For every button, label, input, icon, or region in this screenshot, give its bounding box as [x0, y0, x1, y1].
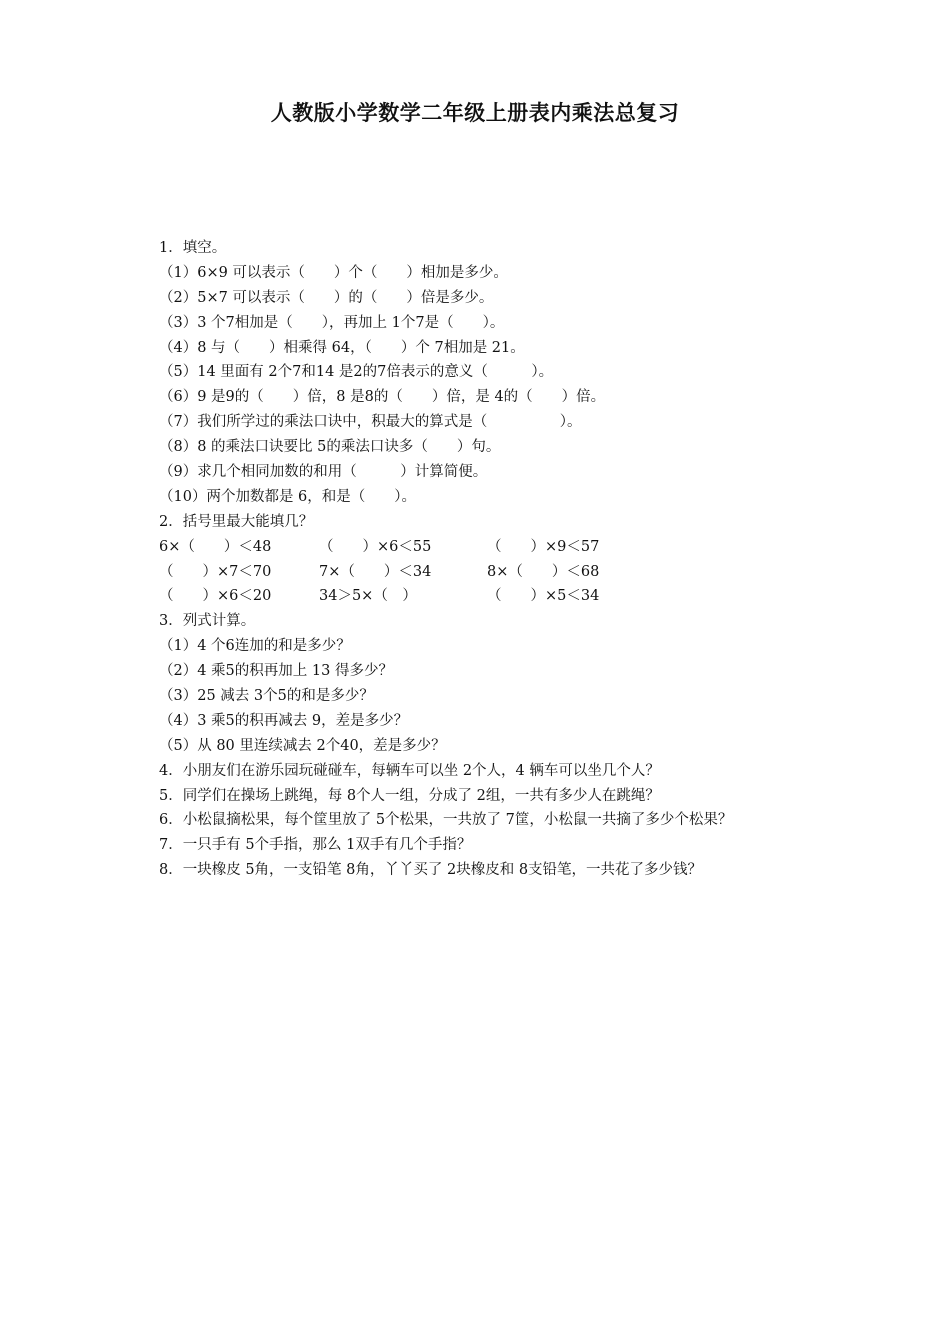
fill-blank-item: （7）我们所学过的乘法口诀中，积最大的算式是（ ）。 — [159, 414, 582, 431]
fill-blank-item: （1）6×9 可以表示（ ）个（ ）相加是多少。 — [159, 264, 508, 281]
section-1-heading: 1．填空。 — [159, 240, 227, 256]
inequality-cell: （ ）×5＜34 — [487, 588, 600, 605]
inequality-cell: （ ）×6＜20 — [159, 588, 272, 605]
inequality-cell: 8×（ ）＜68 — [487, 563, 600, 580]
section-3-heading: 3．列式计算。 — [159, 613, 256, 630]
fill-blank-item: （3）3 个7相加是（ ），再加上 1个7是（ ）。 — [159, 314, 505, 331]
inequality-row — [159, 535, 799, 560]
calc-item: （5）从 80 里连续减去 2个40，差是多少？ — [159, 737, 446, 754]
inequality-cell: （ ）×9＜57 — [487, 538, 600, 555]
fill-blank-item: （8）8 的乘法口诀要比 5的乘法口诀多（ ）句。 — [159, 439, 501, 456]
word-problem: 6．小松鼠摘松果，每个筐里放了 5个松果，一共放了 7筐，小松鼠一共摘了多少个松果？ — [159, 812, 733, 829]
word-problem: 8．一块橡皮 5角，一支铅笔 8角，丫丫买了 2块橡皮和 8支铅笔，一共花了多少钱？ — [159, 862, 703, 879]
page-title: 人教版小学数学二年级上册表内乘法总复习 — [270, 101, 680, 125]
worksheet-body — [159, 236, 799, 883]
fill-blank-item: （10）两个加数都是 6，和是（ ）。 — [159, 488, 417, 505]
word-problem: 4．小朋友们在游乐园玩碰碰车，每辆车可以坐 2个人，4 辆车可以坐几个人？ — [159, 762, 660, 779]
fill-blank-item: （2）5×7 可以表示（ ）的（ ）倍是多少。 — [159, 289, 494, 306]
inequality-cell: （ ）×6＜55 — [319, 538, 432, 555]
inequality-cell: 6×（ ）＜48 — [159, 538, 272, 555]
inequality-row — [159, 560, 799, 585]
word-problem: 5．同学们在操场上跳绳，每 8个人一组，分成了 2组，一共有多少人在跳绳？ — [159, 787, 660, 804]
word-problem: 7．一只手有 5个手指，那么 1双手有几个手指？ — [159, 837, 472, 854]
calc-item: （3）25 减去 3个5的和是多少？ — [159, 688, 374, 705]
section-2-heading: 2．括号里最大能填几？ — [159, 513, 314, 530]
inequality-cell: （ ）×7＜70 — [159, 563, 272, 580]
inequality-cell: 34＞5×（ ） — [319, 588, 417, 605]
inequality-cell: 7×（ ）＜34 — [319, 563, 432, 580]
calc-item: （2）4 乘5的积再加上 13 得多少？ — [159, 663, 393, 680]
fill-blank-item: （6）9 是9的（ ）倍，8 是8的（ ）倍，是 4的（ ）倍。 — [159, 389, 606, 406]
calc-item: （4）3 乘5的积再减去 9，差是多少？ — [159, 712, 409, 729]
calc-item: （1）4 个6连加的和是多少？ — [159, 638, 351, 655]
fill-blank-item: （4）8 与（ ）相乘得 64，（ ）个 7相加是 21。 — [159, 339, 525, 356]
fill-blank-item: （5）14 里面有 2个7和14 是2的7倍表示的意义（ ）。 — [159, 364, 554, 381]
fill-blank-item: （9）求几个相同加数的和用（ ）计算简便。 — [159, 464, 488, 481]
inequality-row — [159, 584, 799, 609]
